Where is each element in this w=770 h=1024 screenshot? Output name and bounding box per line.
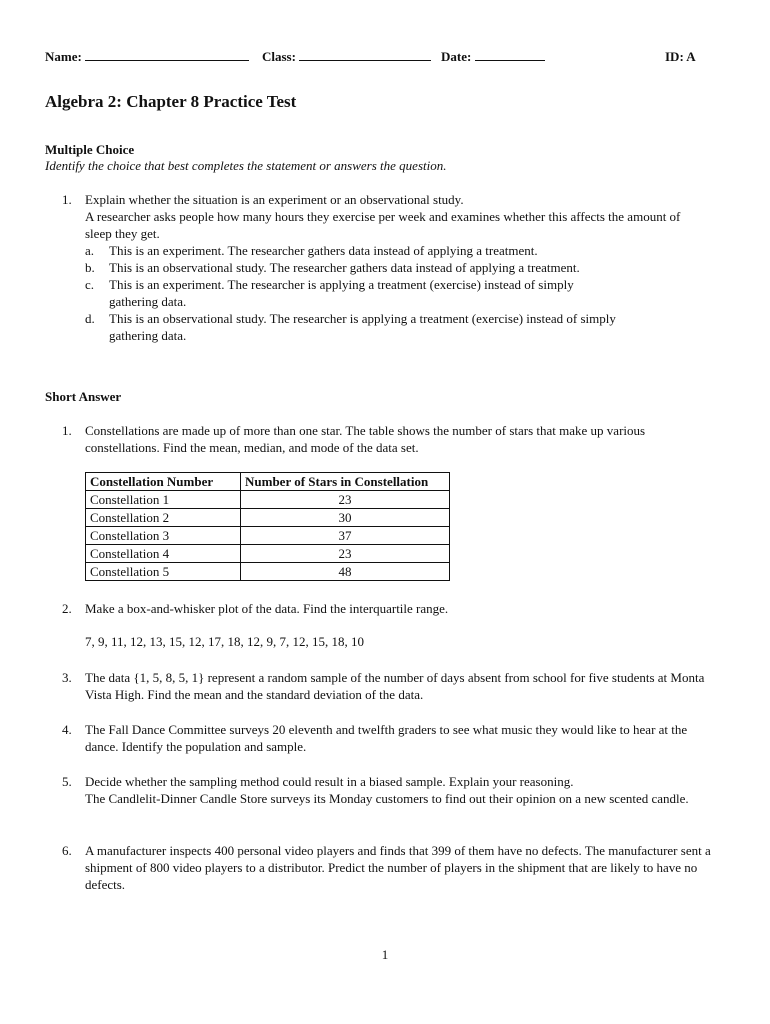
table-row bbox=[86, 527, 450, 545]
option-text: This is an observational study. The researcher is applying a treatment (exercise) instead of simply gathering data. bbox=[109, 311, 616, 343]
name-blank[interactable] bbox=[85, 48, 249, 61]
data-set: 7, 9, 11, 12, 13, 15, 12, 17, 18, 12, 9, 7, 12, 15, 18, 10 bbox=[85, 634, 365, 649]
multiple-choice-heading: Multiple Choice bbox=[45, 142, 135, 157]
option-c[interactable] bbox=[85, 276, 619, 310]
class-blank[interactable] bbox=[299, 48, 431, 61]
question-number: 6. bbox=[62, 843, 72, 858]
table-header-row bbox=[86, 473, 450, 491]
id-label: ID: A bbox=[665, 49, 696, 64]
option-a[interactable] bbox=[85, 242, 599, 259]
page-number: 1 bbox=[381, 947, 389, 962]
table-cell: 48 bbox=[241, 563, 450, 581]
question-scenario: A researcher asks people how many hours they exercise per week and examines whether this affects the amount of bbox=[85, 209, 681, 224]
option-letter: b. bbox=[85, 260, 95, 275]
option-letter: a. bbox=[85, 243, 95, 258]
table-cell: Constellation 1 bbox=[86, 491, 241, 509]
table-cell: 23 bbox=[241, 491, 450, 509]
question-prompt: Explain whether the situation is an experiment or an observational study. bbox=[85, 192, 464, 207]
option-b[interactable] bbox=[85, 259, 599, 276]
question-number: 5. bbox=[62, 774, 72, 789]
table-cell: 30 bbox=[241, 509, 450, 527]
option-d[interactable] bbox=[85, 310, 619, 344]
option-letter: c. bbox=[85, 277, 95, 292]
table-cell: Constellation 2 bbox=[86, 509, 241, 527]
question-scenario: The Candlelit-Dinner Candle Store surveys its Monday customers to find out their opinion on a new scented candle. bbox=[85, 791, 689, 806]
table-cell: 23 bbox=[241, 545, 450, 563]
question-number: 2. bbox=[62, 601, 72, 616]
table-cell: 37 bbox=[241, 527, 450, 545]
date-field[interactable] bbox=[441, 48, 545, 65]
question-number: 1. bbox=[62, 192, 72, 207]
option-letter: d. bbox=[85, 311, 95, 326]
date-blank[interactable] bbox=[475, 48, 545, 61]
sa-question-4 bbox=[62, 721, 732, 755]
table-cell: Constellation 3 bbox=[86, 527, 241, 545]
question-number: 4. bbox=[62, 722, 72, 737]
multiple-choice-instructions: Identify the choice that best completes the statement or answers the question. bbox=[45, 158, 447, 173]
sa-question-5 bbox=[62, 773, 732, 807]
table-row bbox=[86, 545, 450, 563]
question-text: Constellations are made up of more than one star. The table shows the number of stars that make up various constellations. Find the mean, median, and mode of the data set. bbox=[85, 423, 646, 455]
mc-question-1 bbox=[62, 191, 732, 344]
column-header: Number of Stars in Constellation bbox=[241, 473, 450, 491]
table-cell: Constellation 5 bbox=[86, 563, 241, 581]
sa-question-2 bbox=[62, 600, 732, 617]
sa-question-1 bbox=[62, 422, 732, 456]
column-header: Constellation Number bbox=[86, 473, 241, 491]
table-cell: Constellation 4 bbox=[86, 545, 241, 563]
header-fields bbox=[45, 48, 725, 66]
table-row bbox=[86, 509, 450, 527]
option-text: This is an experiment. The researcher is applying a treatment (exercise) instead of simply gathering data. bbox=[109, 277, 574, 309]
constellation-table bbox=[85, 472, 450, 581]
short-answer-heading: Short Answer bbox=[45, 389, 122, 404]
option-text: This is an experiment. The researcher gathers data instead of applying a treatment. bbox=[109, 243, 538, 258]
option-text: This is an observational study. The researcher gathers data instead of applying a treatment. bbox=[109, 260, 580, 275]
question-text: The Fall Dance Committee surveys 20 eleventh and twelfth graders to see what music they would like to hear at the dance. Identify the population and sample. bbox=[85, 722, 688, 754]
class-label: Class: bbox=[262, 49, 296, 64]
question-text: A manufacturer inspects 400 personal video players and finds that 399 of them have no defects. The manufacturer sent a shipment of 800 video players to a distributor. Predict the number of players in the shipment that are likely to have no defects. bbox=[85, 843, 711, 892]
name-label: Name: bbox=[45, 49, 82, 64]
question-scenario-cont: sleep they get. bbox=[85, 226, 160, 241]
table-row bbox=[86, 491, 450, 509]
table-row bbox=[86, 563, 450, 581]
class-field[interactable] bbox=[262, 48, 431, 65]
name-field[interactable] bbox=[45, 48, 249, 65]
date-label: Date: bbox=[441, 49, 472, 64]
question-text: Make a box-and-whisker plot of the data. Find the interquartile range. bbox=[85, 601, 449, 616]
sa-question-6 bbox=[62, 842, 732, 893]
page-title: Algebra 2: Chapter 8 Practice Test bbox=[45, 92, 297, 111]
sa-question-3 bbox=[62, 669, 732, 703]
question-number: 3. bbox=[62, 670, 72, 685]
question-prompt: Decide whether the sampling method could result in a biased sample. Explain your reasoning. bbox=[85, 774, 574, 789]
question-text: The data {1, 5, 8, 5, 1} represent a random sample of the number of days absent from school for five students at Monta Vista High. Find the mean and the standard deviation of the data. bbox=[85, 670, 705, 702]
question-number: 1. bbox=[62, 423, 72, 438]
